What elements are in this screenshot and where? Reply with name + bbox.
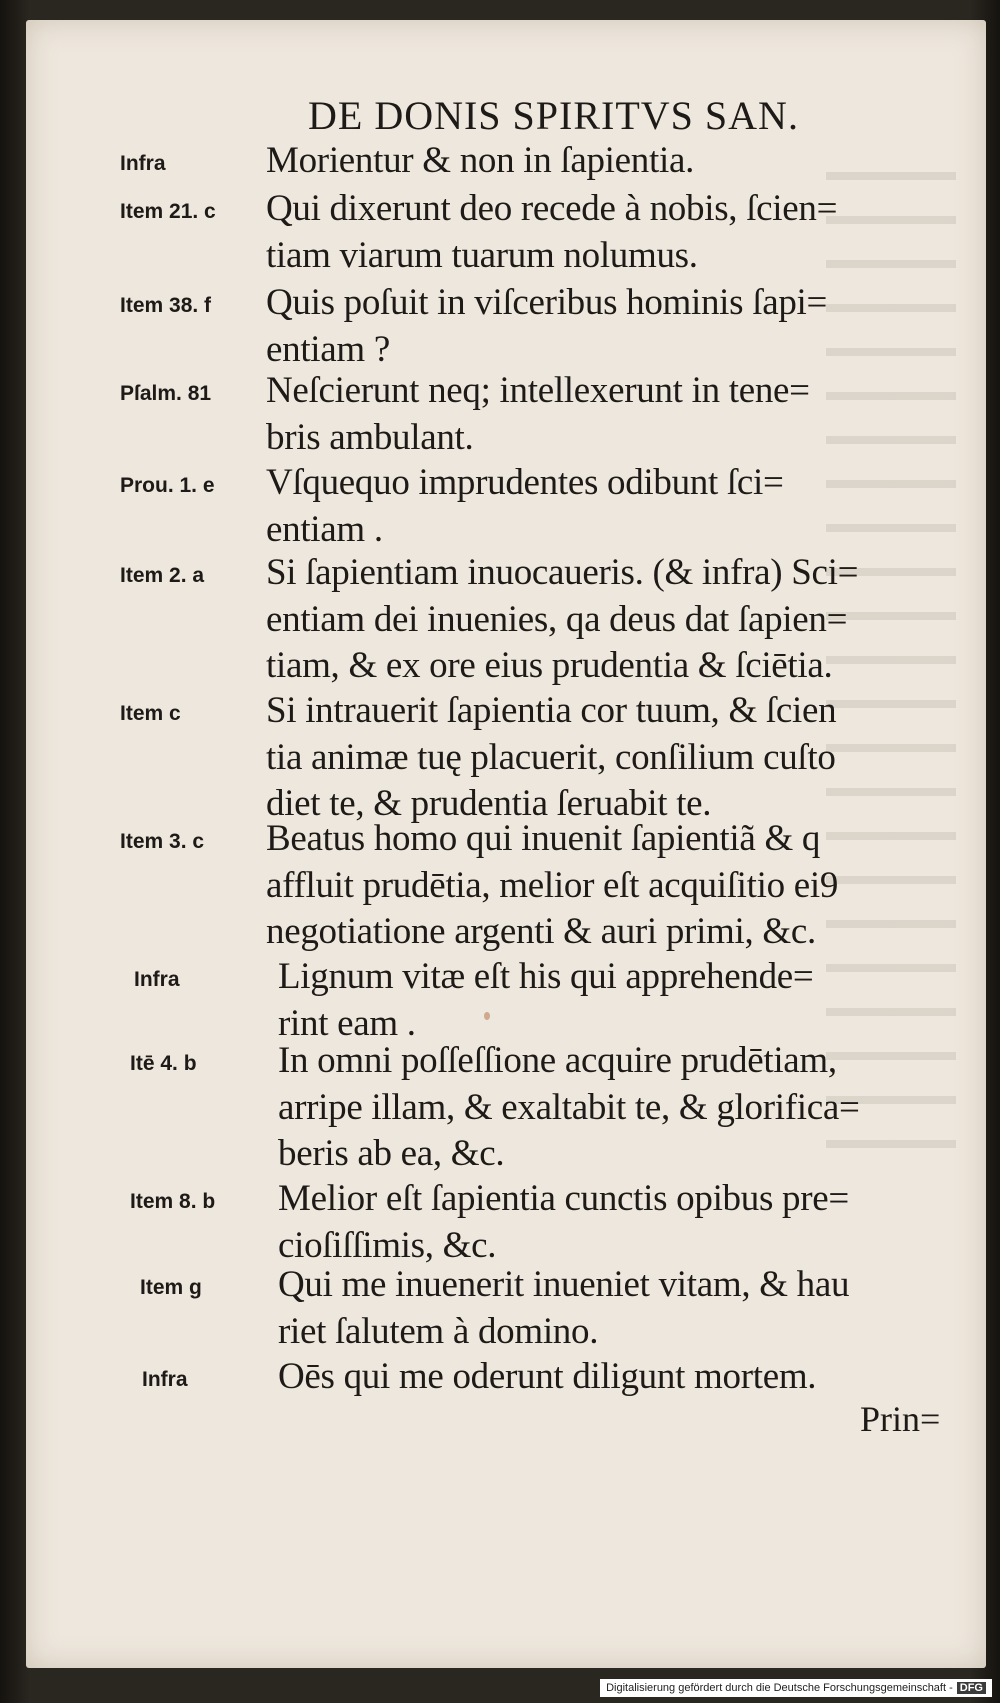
text-line: tia animæ tuę placuerit, conſilium cuſto [266, 736, 836, 778]
marginal-reference: Item c [120, 702, 181, 725]
show-through-text [826, 150, 956, 1150]
text-line: tiam, & ex ore eius prudentia & ſciētia. [266, 645, 833, 686]
text-line: arripe illam, & exaltabit te, & glorifica= [278, 1086, 860, 1128]
marginal-reference: Infra [134, 968, 180, 991]
text-line: Neſcierunt neq; intellexerunt in tene= [266, 370, 810, 411]
paper-speck [484, 1012, 490, 1020]
text-line: Lignum vitæ eſt his qui apprehende= [278, 956, 814, 997]
text-line: Si intrauerit ſapientia cor tuum, & ſcien [266, 690, 837, 731]
text-line: entiam ? [266, 328, 390, 370]
catchword: Prin= [860, 1399, 941, 1439]
text-line: entiam . [266, 508, 383, 550]
marginal-reference: Item 3. c [120, 830, 205, 853]
text-line: Beatus homo qui inuenit ſapientiã & q [266, 818, 821, 859]
marginal-reference: Item g [140, 1276, 202, 1299]
digitization-credit [600, 1679, 992, 1697]
marginal-reference: Infra [120, 152, 166, 175]
text-line: Si ſapientiam inuocaueris. (& infra) Sci= [266, 552, 859, 593]
marginal-reference: Item 21. c [120, 200, 216, 223]
text-line: cioſiſſimis, &c. [278, 1224, 497, 1266]
text-line: bris ambulant. [266, 416, 474, 458]
marginal-reference: Item 38. f [120, 294, 212, 317]
text-line: rint eam . [278, 1002, 416, 1044]
text-line: Vſquequo imprudentes odibunt ſci= [266, 462, 784, 503]
text-line: affluit prudētia, melior eſt acquiſitio ei9 [266, 864, 839, 906]
marginal-reference: Prou. 1. e [120, 474, 215, 497]
marginal-reference: Item 2. a [120, 564, 205, 587]
text-line: In omni poſſeſſione acquire prudētiam, [278, 1040, 837, 1081]
credit-text: Digitalisierung gefördert durch die Deutsche Forschungsgemeinschaft - [606, 1682, 953, 1694]
text-line: tiam viarum tuarum nolumus. [266, 234, 698, 276]
text-line: Quis poſuit in viſceribus hominis ſapi= [266, 282, 828, 323]
text-line: Qui me inuenerit inueniet vitam, & hau [278, 1264, 850, 1305]
marginal-reference: Itē 4. b [130, 1052, 197, 1075]
text-line: beris ab ea, &c. [278, 1133, 505, 1174]
running-title: DE DONIS SPIRITVS SAN. [308, 93, 799, 138]
marginal-reference: Item 8. b [130, 1190, 216, 1213]
marginal-reference: Infra [142, 1368, 188, 1391]
dfg-logo: DFG [957, 1682, 986, 1694]
text-line: diet te, & prudentia ſeruabit te. [266, 783, 712, 824]
text-line: entiam dei inuenies, qa deus dat ſapien= [266, 598, 848, 640]
text-line: riet ſalutem à domino. [278, 1310, 599, 1352]
text-line: negotiatione argenti & auri primi, &c. [266, 911, 816, 952]
text-line: Morientur & non in ſapientia. [266, 140, 695, 181]
text-line: Melior eſt ſapientia cunctis opibus pre= [278, 1178, 849, 1219]
text-line: Qui dixerunt deo recede à nobis, ſcien= [266, 188, 838, 229]
marginal-reference: Pſalm. 81 [120, 382, 212, 405]
text-line: Oēs qui me oderunt diligunt mortem. [278, 1356, 817, 1397]
